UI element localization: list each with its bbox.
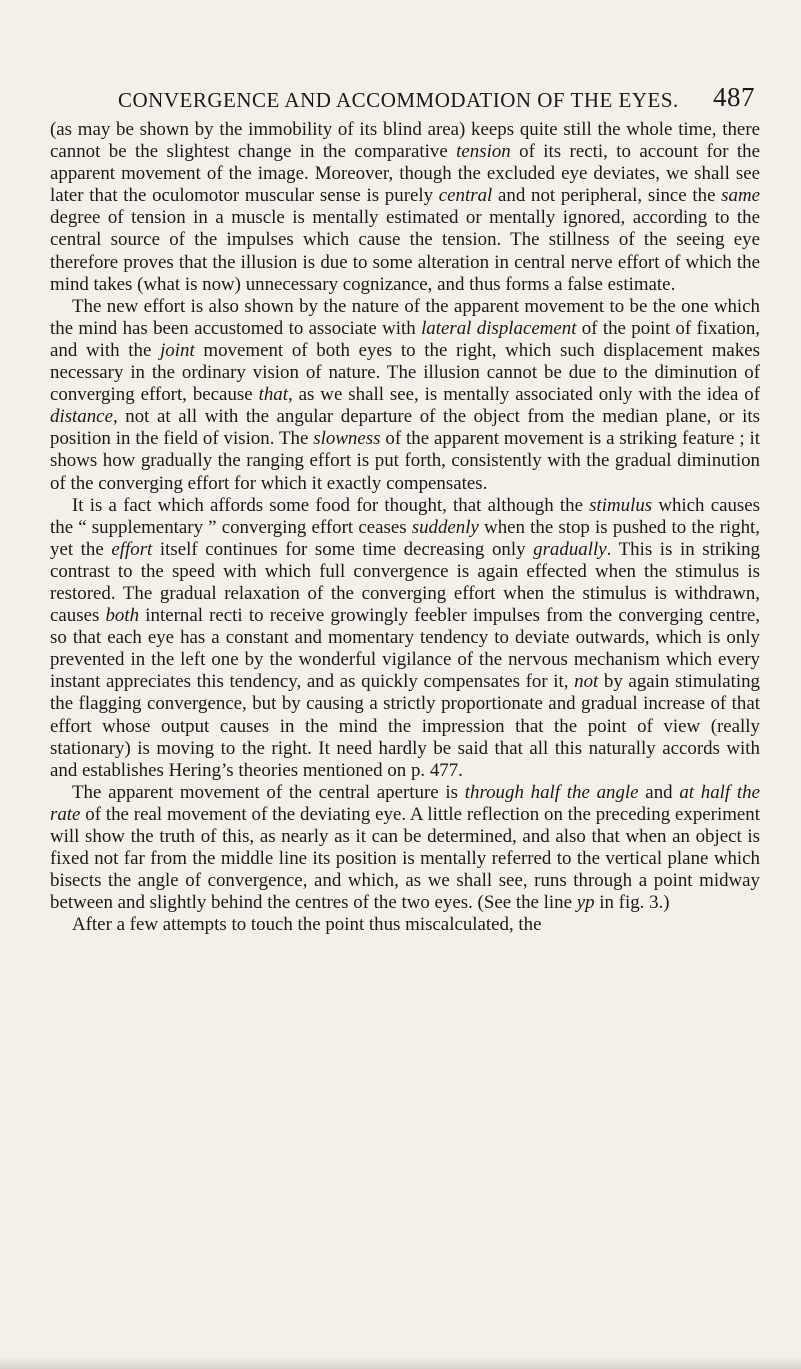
text-run: when the stop is pushed to the right, yet the	[50, 516, 761, 560]
text-run: , not at all with the angular departure of the object from the median plane, or its position in the field of vision. The	[50, 406, 760, 450]
page-number: 487	[713, 82, 755, 112]
text-run: movement of both eyes to the right, which such displacement makes necessary in the ordinary vision of nature. The illusion cannot be due to the diminution of converging effort, because	[50, 339, 760, 406]
italic-text: at half the rate	[50, 781, 760, 825]
text-run: of the real movement of the deviating eye. A little reflection on the preceding experiment will show the truth of this, as nearly as it can be determined, and also that when an object is fixed not far from the middle line its position is mentally referred to the vertical plane which bisects the angle of convergence, and which, as we shall see, runs through a point midway between and slightly behind the centres of the two eyes. (See the line	[50, 803, 760, 914]
running-title: CONVERGENCE AND ACCOMMODATION OF THE EYES.	[118, 88, 679, 112]
italic-text: stimulus	[589, 494, 653, 516]
paragraph	[50, 782, 760, 915]
paragraph	[50, 495, 760, 782]
text-run: and not peripheral, since the	[492, 185, 722, 207]
paragraph	[50, 296, 760, 495]
text-run: of its recti, to account for the apparent movement of the image. Moreover, though the excluded eye deviates, we shall see later that the oculomotor muscular sense is purely	[50, 141, 760, 207]
italic-text: effort	[111, 538, 153, 560]
text-run: itself continues for some time decreasing only	[152, 538, 534, 560]
paragraph	[50, 119, 760, 296]
running-head	[118, 82, 755, 116]
text-run: The new effort is also shown by the nature of the apparent movement to be the one which the mind has been accustomed to associate with	[50, 295, 760, 339]
italic-text: both	[105, 605, 140, 627]
italic-text: through half the angle	[464, 781, 639, 803]
page-edge-shadow	[0, 1357, 801, 1369]
text-run: (as may be shown by the immobility of its blind area) keeps quite still the whole time, there cannot be the slightest change in the comparative	[50, 119, 760, 163]
paragraph	[50, 914, 760, 936]
italic-text: suddenly	[411, 516, 479, 538]
italic-text: slowness	[313, 428, 381, 450]
text-run: The apparent movement of the central aperture is	[72, 781, 465, 803]
text-run: degree of tension in a muscle is mentally estimated or mentally ignored, according to the central source of the impulses which cause the tension. The stillness of the seeing eye therefore proves that the illusion is due to some alteration in central nerve effort of which the mind takes (what is now) unnecessary cognizance, and thus forms a false estimate.	[50, 207, 760, 295]
text-run: which causes the “ supplementary ” converging effort ceases	[50, 494, 760, 538]
italic-text: gradually	[533, 538, 607, 560]
italic-text: central	[438, 185, 493, 207]
italic-text: not	[574, 671, 599, 693]
text-run: of the apparent movement is a striking feature ; it shows how gradually the ranging effort is put forth, consistently with the gradual diminution of the converging effort for which it exactly compensates.	[50, 428, 760, 494]
italic-text: same	[721, 185, 760, 207]
text-run: by again stimulating the flagging convergence, but by causing a strictly proportionate and gradual increase of that effort whose output causes in the mind the impression that the point of view (really stationary) is moving to the right. It need hardly be said that all this naturally accords with and establishes Hering’s theories mentioned on p. 477.	[50, 671, 760, 781]
italic-text: yp	[576, 892, 595, 914]
text-run: of the point of fixation, and with the	[50, 317, 760, 361]
text-run: After a few attempts to touch the point thus miscalculated, the	[72, 914, 542, 936]
text-run: internal recti to receive growingly feebler impulses from the converging centre, so that each eye has a constant and momentary tendency to deviate outwards, which is only prevented in the left one by the wonderful vigilance of the nervous mechanism which every instant appreciates this tendency, and as quickly compensates for it,	[50, 605, 760, 693]
italic-text: joint	[160, 339, 195, 361]
text-run: and	[638, 781, 680, 803]
text-run: It is a fact which affords some food for thought, that although the	[72, 494, 590, 516]
italic-text: lateral displacement	[421, 317, 577, 339]
text-run: , as we shall see, is mentally associated only with the idea of	[287, 384, 761, 406]
text-run: . This is in striking contrast to the speed with which full convergence is again effected when the stimulus is restored. The gradual relaxation of the converging effort when the stimulus is withdrawn, causes	[50, 538, 761, 627]
italic-text: tension	[456, 141, 511, 163]
text-run: in fig. 3.)	[594, 892, 670, 914]
italic-text: distance	[50, 406, 113, 428]
italic-text: that	[258, 384, 288, 406]
body-text	[50, 119, 760, 936]
